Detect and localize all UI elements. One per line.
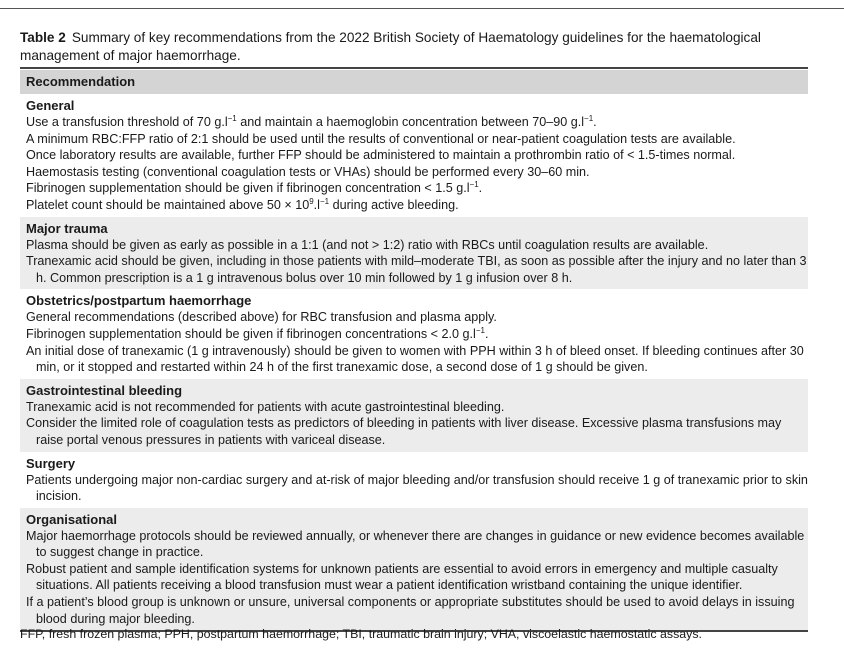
recommendation-item (26, 131, 808, 148)
recommendation-text: Fibrinogen supplementation should be given if fibrinogen concentrations < 2.0 g.l (26, 326, 476, 341)
recommendation-text: .l (313, 197, 320, 212)
recommendation-item (26, 237, 808, 254)
superscript: −1 (227, 113, 237, 123)
superscript: −1 (319, 196, 330, 206)
recommendation-text: Use a transfusion threshold of 70 g.l (26, 115, 228, 129)
recommendation-item (26, 594, 808, 627)
table-label: Table 2 (20, 30, 66, 45)
recommendation-text: . (478, 181, 483, 196)
recommendation-text: Fibrinogen supplementation should be given if fibrinogen concentration < 1.5 g.l (26, 181, 470, 196)
recommendation-text: Consider the limited role of coagulation tests as predictors of bleeding in patients with liver disease. Excessive plasma transfusions may raise portal venous pressures in patients with variceal disease. (26, 416, 782, 447)
recommendation-item (26, 114, 808, 131)
recommendations-table (20, 70, 808, 632)
superscript: 9 (309, 196, 314, 206)
top-rule (0, 8, 844, 9)
recommendation-item (26, 164, 808, 181)
table-footnote: FFP, fresh frozen plasma; PPH, postpartum haemorrhage; TBI, traumatic brain injury; VHA, viscoelastic haemostatic assays. (20, 627, 702, 641)
section-major-trauma (20, 217, 808, 290)
section-title: Obstetrics/postpartum haemorrhage (26, 293, 252, 309)
recommendation-item (26, 326, 808, 343)
recommendation-text: Robust patient and sample identification systems for unknown patients are essential to avoid errors in emergency and multiple casualty situations. All patients receiving a blood transfusion must wear a patient identification wristband containing the unique identifier. (26, 561, 778, 593)
cropped-text-strip (0, 0, 844, 4)
recommendation-item (26, 343, 808, 376)
recommendation-text: during active bleeding. (329, 197, 459, 212)
recommendation-item (26, 528, 808, 561)
table-body (20, 94, 808, 630)
recommendation-item (26, 197, 808, 214)
recommendation-text: . (593, 115, 597, 129)
section-surgery (20, 452, 808, 508)
caption-rule (20, 67, 808, 69)
section-title: General (26, 98, 75, 113)
section-obstetrics-postpartum-haemorrhage (20, 289, 808, 378)
section-general (20, 94, 808, 217)
table-caption (20, 29, 820, 65)
section-title: Surgery (26, 455, 76, 471)
recommendation-text: Haemostasis testing (conventional coagulation tests or VHAs) should be performed every 30–60 min. (26, 164, 590, 179)
section-title: Organisational (26, 511, 118, 527)
recommendation-item (26, 147, 808, 164)
recommendation-text: Plasma should be given as early as possible in a 1:1 (and not > 1:2) ratio with RBCs until coagulation results are available. (26, 237, 709, 252)
recommendation-text: Tranexamic acid should be given, including in those patients with mild–moderate TBI, as soon as possible after the injury and no later than 3 h. Common prescription is a 1 g intravenous bolus over 10 min followed by 1 g infusion over 8 h. (26, 254, 807, 285)
recommendation-text: General recommendations (described above) for RBC transfusion and plasma apply. (26, 310, 497, 325)
recommendation-item (26, 561, 808, 594)
section-title: Gastrointestinal bleeding (26, 382, 183, 398)
recommendation-text: . (484, 326, 489, 341)
recommendation-text: If a patient’s blood group is unknown or unsure, universal components or appropriate substitutes should be used to avoid delays in issuing blood during major bleeding. (26, 595, 795, 626)
recommendation-item (26, 253, 808, 286)
recommendation-item (26, 472, 808, 505)
superscript: −1 (475, 325, 485, 335)
recommendation-text: Platelet count should be maintained above 50 × 10 (26, 197, 310, 212)
recommendation-item (26, 415, 808, 448)
section-organisational (20, 508, 808, 631)
recommendation-text: and maintain a haemoglobin concentration between 70–90 g.l (236, 115, 585, 129)
recommendation-item (26, 399, 808, 416)
recommendation-text: Tranexamic acid is not recommended for patients with acute gastrointestinal bleeding. (26, 399, 505, 414)
table-header: Recommendation (20, 70, 808, 94)
table-caption-text: Summary of key recommendations from the 2022 British Society of Haematology guidelines for the haematological management of major haemorrhage. (20, 30, 761, 63)
section-gastrointestinal-bleeding (20, 379, 808, 452)
recommendation-text: An initial dose of tranexamic (1 g intravenously) should be given to women with PPH within 3 h of bleed onset. If bleeding continues after 30 min, or it stopped and restarted within 24 h of the first tranexamic dose, a second dose of 1 g should be given. (26, 343, 804, 375)
section-title: Major trauma (26, 220, 108, 236)
recommendation-item (26, 180, 808, 197)
recommendation-text: Major haemorrhage protocols should be reviewed annually, or whenever there are changes in guidance or new evidence becomes available to suggest change in practice. (26, 528, 805, 560)
recommendation-text: Once laboratory results are available, further FFP should be administered to maintain a prothrombin ratio of < 1.5-times normal. (26, 148, 736, 163)
recommendation-item (26, 309, 808, 326)
recommendation-text: Patients undergoing major non-cardiac surgery and at-risk of major bleeding and/or transfusion should receive 1 g of tranexamic prior to skin incision. (26, 472, 808, 504)
recommendation-text: A minimum RBC:FFP ratio of 2:1 should be used until the results of conventional or near-patient coagulation tests are available. (26, 131, 736, 146)
superscript: −1 (469, 180, 479, 190)
superscript: −1 (584, 113, 594, 123)
